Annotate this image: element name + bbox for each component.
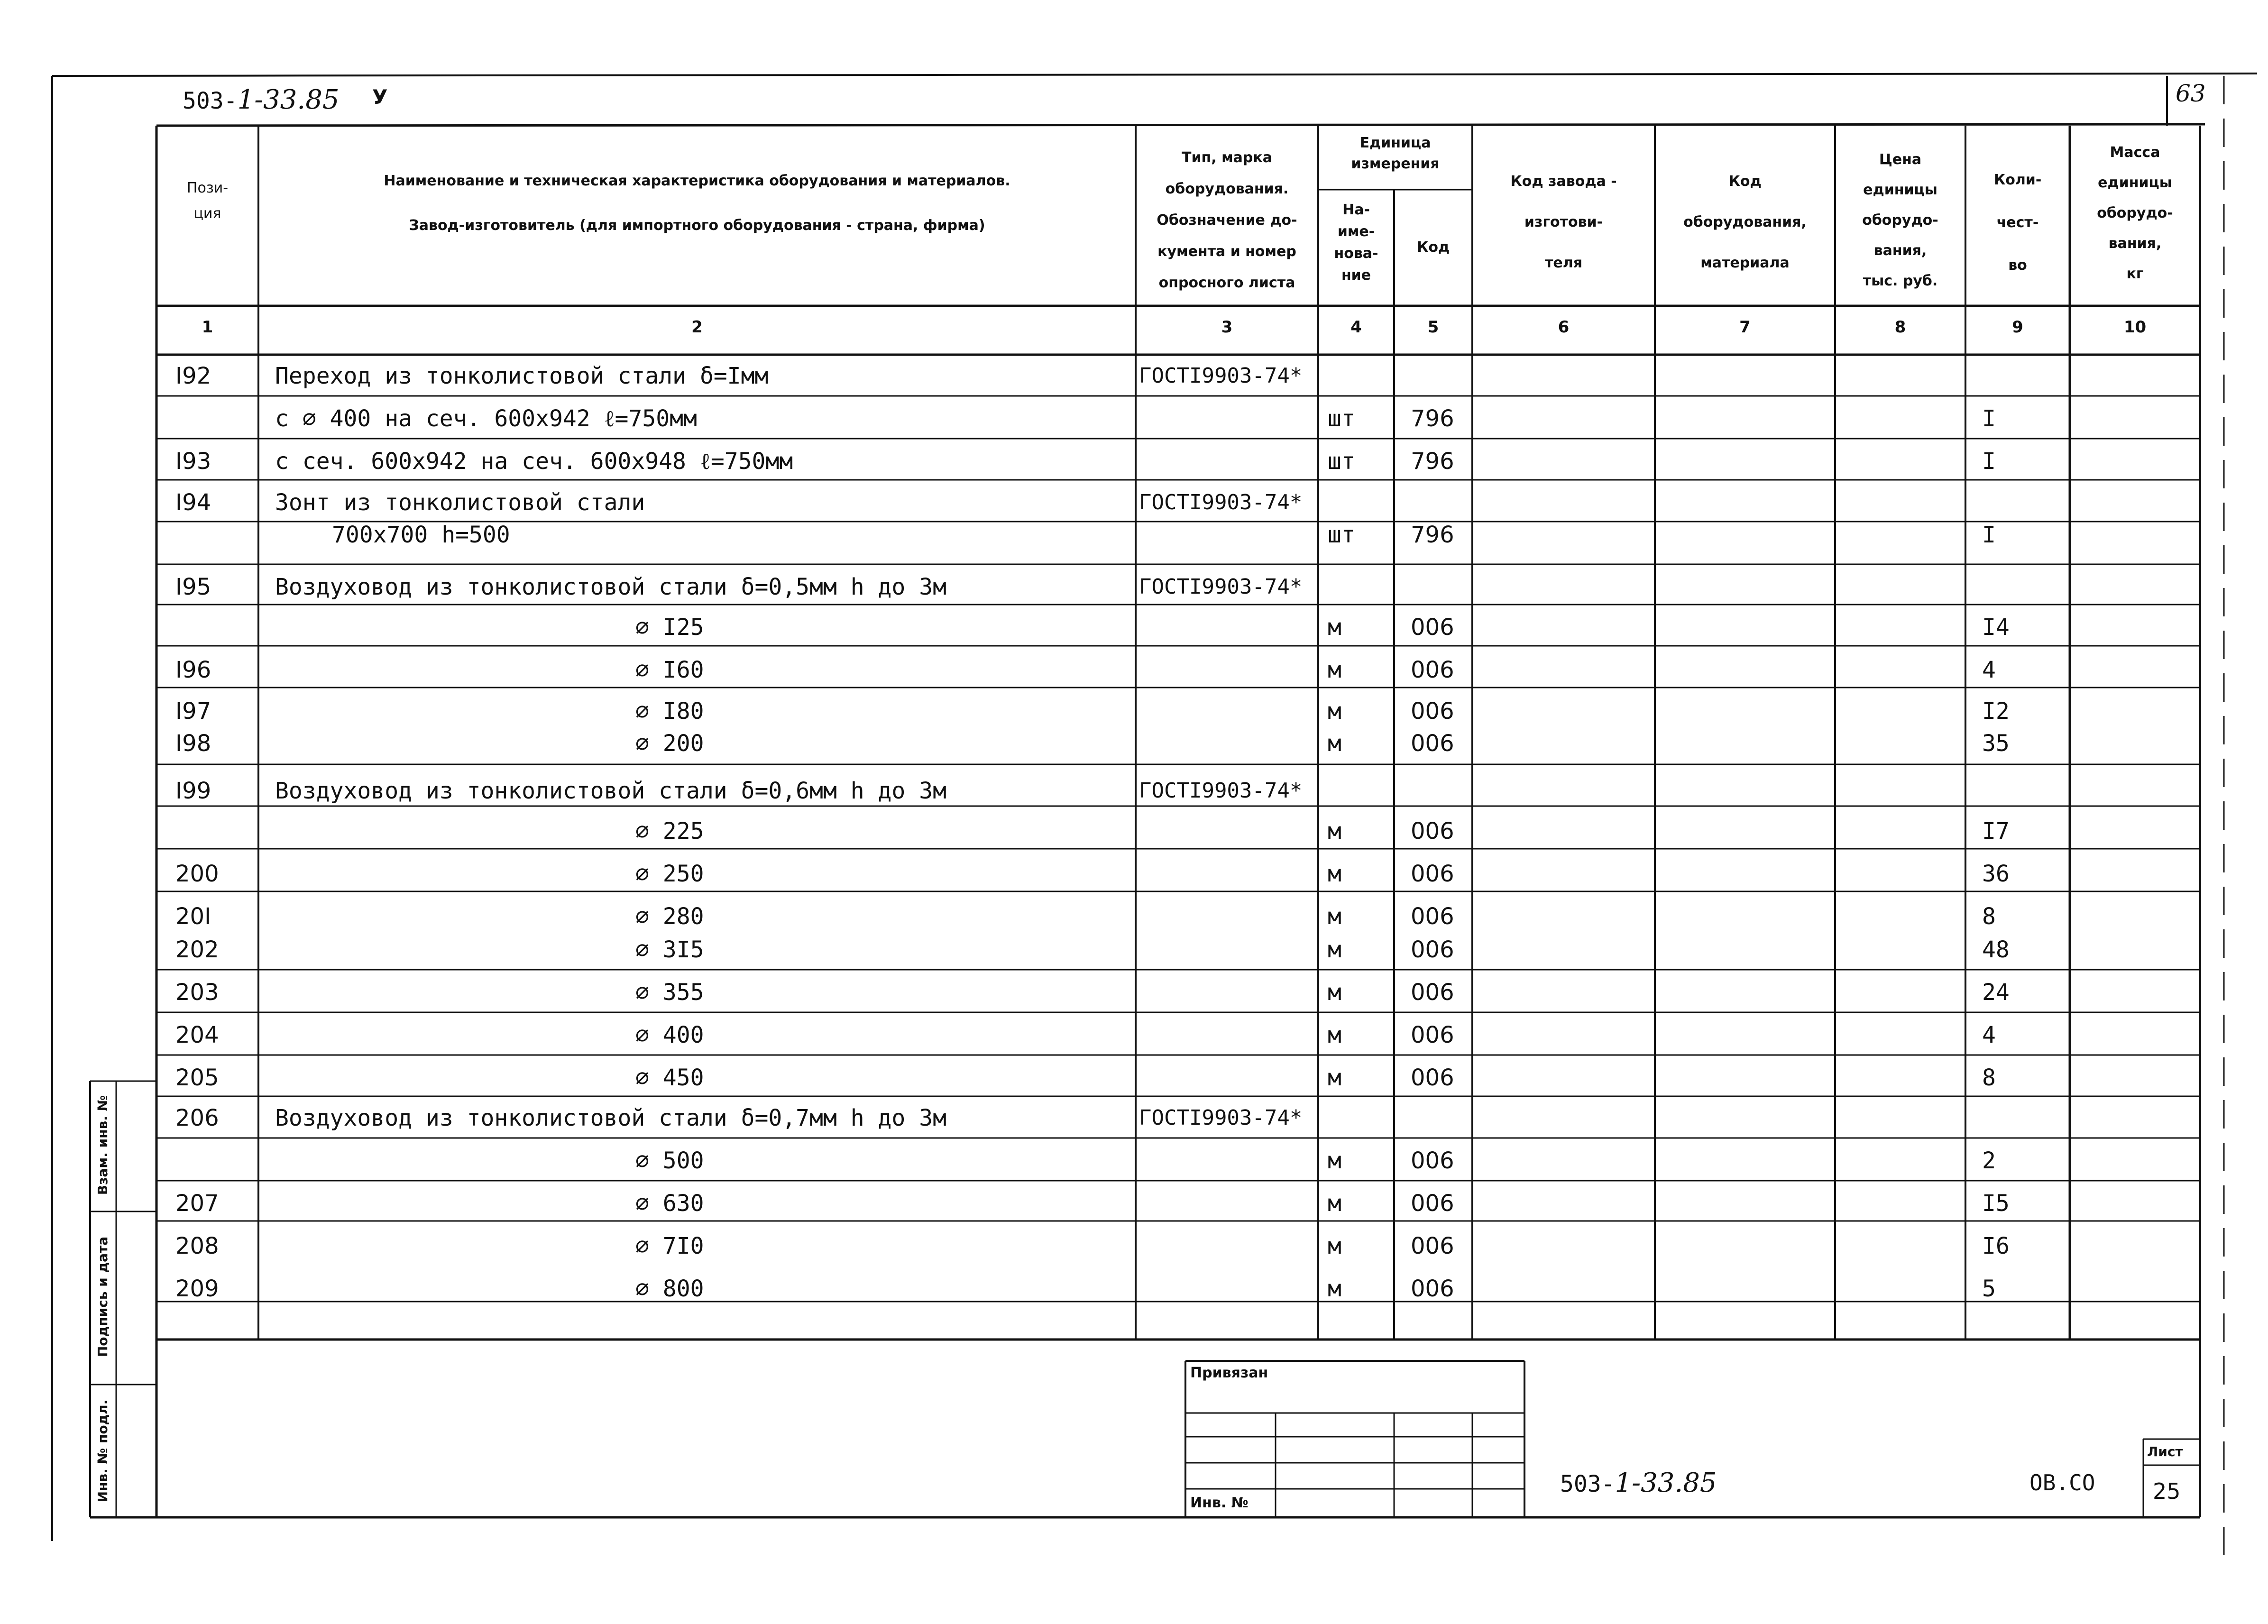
row-unit: м: [1328, 903, 1341, 930]
row-name: Воздуховод из тонколистовой стали δ=0,7мм h до 3м: [275, 1105, 947, 1131]
row-unit-code: 006: [1411, 1275, 1454, 1302]
column-number: 2: [691, 318, 703, 337]
row-unit: м: [1328, 657, 1341, 683]
row-position: I99: [175, 778, 211, 804]
header-col6-line: теля: [1545, 255, 1582, 271]
stamp-section: ОВ.СО: [2029, 1470, 2095, 1496]
header-col4-line: нова-: [1334, 245, 1378, 262]
row-name: ∅ 630: [635, 1190, 704, 1217]
row-position: I96: [175, 657, 211, 683]
row-unit: шт: [1328, 522, 1355, 548]
stamp-privyazan: Привязан: [1190, 1365, 1268, 1381]
row-name: 700х700 h=500: [332, 522, 510, 548]
column-number: 8: [1894, 318, 1906, 337]
row-quantity: I: [1982, 405, 1996, 432]
header-col7-line: Код: [1728, 173, 1762, 190]
side-label-vzam-inv: Взам. инв. №: [95, 1095, 110, 1195]
doc-code-top: [183, 84, 339, 115]
header-col1: [156, 175, 258, 227]
side-label-podpis-data: Подпись и дата: [95, 1236, 110, 1358]
header-col8: [1835, 145, 1965, 296]
header-col2: [258, 168, 1136, 239]
stamp-doc-code-hand: 1-33.85: [1615, 1468, 1717, 1498]
header-col3-line: опросного листа: [1158, 275, 1295, 291]
row-name: ∅ 3I5: [635, 936, 704, 963]
row-unit-code: 006: [1411, 1064, 1454, 1091]
row-unit-code: 796: [1411, 522, 1454, 548]
header-col1-line: Пози-: [186, 180, 229, 196]
header-col3-line: кумента и номер: [1157, 243, 1296, 260]
row-doc: ГОСТI9903-74*: [1139, 364, 1303, 388]
row-doc: ГОСТI9903-74*: [1139, 1106, 1303, 1130]
header-col10-line: кг: [2126, 266, 2144, 282]
row-doc: ГОСТI9903-74*: [1139, 575, 1303, 599]
header-col10-line: вания,: [2108, 235, 2162, 252]
column-number: 9: [2012, 318, 2023, 337]
row-name: ∅ I80: [635, 698, 704, 725]
row-unit: шт: [1328, 448, 1355, 475]
header-col8-line: единицы: [1863, 182, 1937, 198]
header-col5-line: Код: [1416, 239, 1450, 256]
header-col8-line: тыс. руб.: [1863, 273, 1938, 289]
stamp-doc-code-prefix: 503-: [1560, 1471, 1615, 1497]
header-col8-line: Цена: [1879, 151, 1922, 168]
column-number: 5: [1427, 318, 1439, 337]
row-position: I97: [175, 698, 211, 725]
row-unit: м: [1328, 818, 1341, 844]
header-col3: [1136, 142, 1318, 299]
row-name: Зонт из тонколистовой стали: [275, 489, 645, 516]
row-unit-code: 006: [1411, 657, 1454, 683]
row-unit: м: [1328, 979, 1341, 1006]
row-unit-code: 006: [1411, 1190, 1454, 1217]
header-col7-line: оборудования,: [1683, 214, 1807, 230]
side-label-inv-podl: Инв. № подл.: [95, 1399, 110, 1503]
row-name: ∅ 800: [635, 1275, 704, 1302]
row-unit: м: [1328, 936, 1341, 963]
stamp-doc-code: [1560, 1468, 1717, 1498]
row-position: I98: [175, 730, 211, 757]
row-unit-code: 006: [1411, 861, 1454, 887]
row-quantity: 4: [1982, 657, 1996, 683]
row-quantity: 2: [1982, 1147, 1996, 1174]
row-name: Воздуховод из тонколистовой стали δ=0,5мм h до 3м: [275, 574, 947, 600]
row-unit: м: [1328, 1190, 1341, 1217]
row-unit-code: 006: [1411, 979, 1454, 1006]
column-number: 1: [202, 318, 213, 337]
row-position: I95: [175, 574, 211, 600]
column-number: 7: [1739, 318, 1751, 337]
row-position: 203: [175, 979, 219, 1006]
row-position: 20I: [175, 903, 211, 930]
column-number: 4: [1350, 318, 1362, 337]
row-name: ∅ 500: [635, 1147, 704, 1174]
row-name: с ∅ 400 на сеч. 600х942 ℓ=750мм: [275, 405, 697, 432]
row-unit: м: [1328, 1022, 1341, 1048]
row-unit-code: 006: [1411, 730, 1454, 757]
row-quantity: 8: [1982, 1064, 1996, 1091]
row-unit-code: 006: [1411, 936, 1454, 963]
header-unit-group: [1318, 133, 1472, 174]
row-name: Переход из тонколистовой стали δ=Iмм: [275, 363, 769, 389]
header-col10-line: Масса: [2110, 144, 2160, 161]
row-unit: м: [1328, 1147, 1341, 1174]
header-col10: [2070, 138, 2200, 289]
row-name: Воздуховод из тонколистовой стали δ=0,6мм h до 3м: [275, 778, 947, 804]
header-col8-line: оборудо-: [1862, 212, 1938, 229]
header-col6-line: изготови-: [1524, 214, 1603, 230]
row-doc: ГОСТI9903-74*: [1139, 490, 1303, 514]
header-col4: [1318, 199, 1394, 286]
page-corner-number: 63: [2176, 80, 2206, 107]
row-quantity: I: [1982, 522, 1996, 548]
doc-code-prefix: 503-: [183, 88, 238, 114]
header-col4-line: ние: [1341, 267, 1371, 284]
row-unit: м: [1328, 1275, 1341, 1302]
row-unit: м: [1328, 698, 1341, 725]
row-name: ∅ 355: [635, 979, 704, 1006]
row-position: 205: [175, 1064, 219, 1091]
row-name: ∅ 400: [635, 1022, 704, 1048]
row-name: с сеч. 600х942 на сеч. 600х948 ℓ=750мм: [275, 448, 793, 475]
header-col9: [1965, 159, 2070, 287]
doc-mark: У: [372, 85, 388, 109]
row-quantity: I2: [1982, 698, 2010, 725]
row-position: I94: [175, 489, 211, 516]
row-name: ∅ 450: [635, 1064, 704, 1091]
row-quantity: I5: [1982, 1190, 2010, 1217]
header-col3-line: Тип, марка: [1182, 149, 1272, 166]
header-col4-line: име-: [1337, 223, 1375, 240]
header-col9-line: во: [2008, 257, 2027, 274]
row-unit-code: 006: [1411, 614, 1454, 641]
row-position: 209: [175, 1275, 219, 1302]
row-position: 204: [175, 1022, 219, 1048]
header-col3-line: оборудования.: [1165, 181, 1289, 197]
stamp-list-label: Лист: [2147, 1444, 2183, 1459]
row-doc: ГОСТI9903-74*: [1139, 779, 1303, 803]
header-col2-line: Завод-изготовитель (для импортного оборудования - страна, фирма): [409, 217, 985, 234]
header-col6: [1472, 161, 1655, 284]
row-position: 207: [175, 1190, 219, 1217]
stamp-inv-no: Инв. №: [1190, 1495, 1249, 1511]
row-unit: м: [1328, 861, 1341, 887]
row-unit-code: 006: [1411, 1022, 1454, 1048]
row-unit-code: 796: [1411, 405, 1454, 432]
row-name: ∅ 280: [635, 903, 704, 930]
row-name: ∅ I25: [635, 614, 704, 641]
header-col6-line: Код завода -: [1510, 173, 1617, 190]
header-col3-line: Обозначение до-: [1157, 212, 1297, 229]
header-col1-line: ция: [193, 205, 221, 222]
header-unit-group-line: Единица: [1359, 135, 1431, 151]
row-position: 206: [175, 1105, 219, 1131]
row-quantity: 35: [1982, 730, 2010, 757]
row-quantity: I6: [1982, 1233, 2010, 1259]
header-col7: [1655, 161, 1835, 284]
row-position: 202: [175, 936, 219, 963]
row-unit-code: 796: [1411, 448, 1454, 475]
row-unit-code: 006: [1411, 818, 1454, 844]
row-name: ∅ I60: [635, 657, 704, 683]
column-number: 6: [1558, 318, 1570, 337]
column-number: 10: [2123, 318, 2147, 337]
row-unit: м: [1328, 1064, 1341, 1091]
row-quantity: 5: [1982, 1275, 1996, 1302]
row-position: 208: [175, 1233, 219, 1259]
header-col2-line: Наименование и техническая характеристика оборудования и материалов.: [384, 173, 1010, 189]
header-col10-line: единицы: [2098, 174, 2172, 191]
row-name: ∅ 200: [635, 730, 704, 757]
row-unit-code: 006: [1411, 698, 1454, 725]
header-col10-line: оборудо-: [2097, 205, 2173, 221]
row-position: I92: [175, 363, 211, 389]
row-name: ∅ 225: [635, 818, 704, 844]
row-unit-code: 006: [1411, 1147, 1454, 1174]
row-quantity: I4: [1982, 614, 2010, 641]
row-unit-code: 006: [1411, 903, 1454, 930]
row-name: ∅ 7I0: [635, 1233, 704, 1259]
row-unit-code: 006: [1411, 1233, 1454, 1259]
row-quantity: 4: [1982, 1022, 1996, 1048]
header-col7-line: материала: [1700, 255, 1790, 271]
row-quantity: 48: [1982, 936, 2010, 963]
row-quantity: I7: [1982, 818, 2010, 844]
stamp-list-number: 25: [2153, 1478, 2181, 1504]
row-quantity: 24: [1982, 979, 2010, 1006]
header-col8-line: вания,: [1873, 242, 1927, 259]
row-unit: шт: [1328, 405, 1355, 432]
row-name: ∅ 250: [635, 861, 704, 887]
header-col5: [1394, 235, 1472, 260]
row-position: I93: [175, 448, 211, 475]
row-position: 200: [175, 861, 219, 887]
row-unit: м: [1328, 730, 1341, 757]
header-col9-line: чест-: [1996, 214, 2039, 231]
doc-code-hand: 1-33.85: [237, 84, 340, 115]
header-col9-line: Коли-: [1993, 172, 2042, 188]
row-unit: м: [1328, 1233, 1341, 1259]
row-quantity: 8: [1982, 903, 1996, 930]
row-unit: м: [1328, 614, 1341, 641]
row-quantity: 36: [1982, 861, 2010, 887]
header-col4-line: На-: [1342, 202, 1370, 218]
row-quantity: I: [1982, 448, 1996, 475]
header-unit-group-line: измерения: [1351, 156, 1440, 172]
column-number: 3: [1221, 318, 1233, 337]
